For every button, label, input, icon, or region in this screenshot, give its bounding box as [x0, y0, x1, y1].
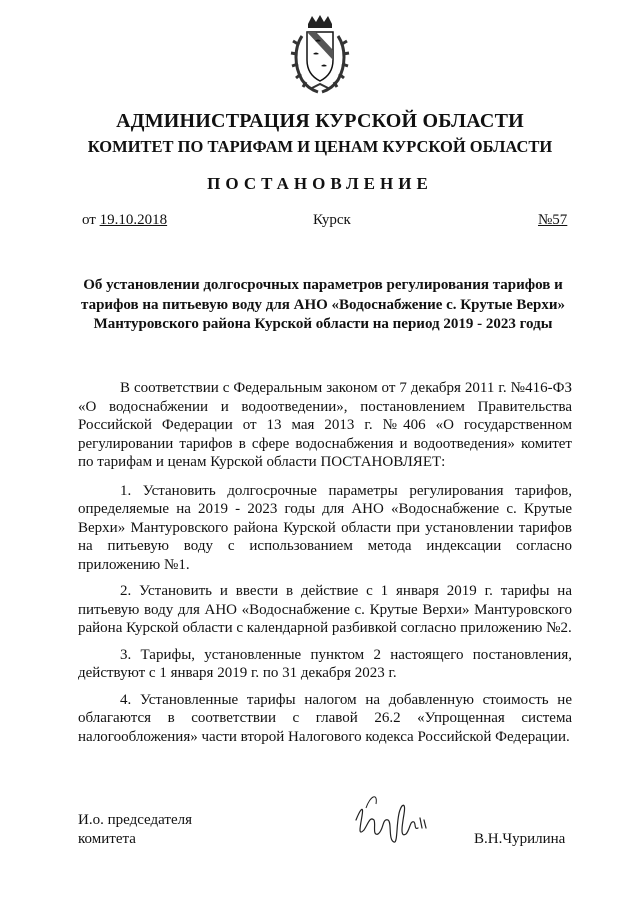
date-prefix: от [82, 212, 96, 228]
signature-image [352, 790, 430, 852]
position-line-2: комитета [78, 831, 136, 847]
administration-heading: АДМИНИСТРАЦИЯ КУРСКОЙ ОБЛАСТИ [116, 110, 524, 132]
document-type-title: ПОСТАНОВЛЕНИЕ [207, 174, 433, 193]
date-value: 19.10.2018 [99, 212, 168, 228]
document-city: Курск [313, 212, 351, 228]
list-item: 3. Тарифы, установленные пунктом 2 настоящего постановления, действуют с 1 января 2019 г. по 31 декабря 2023 г. [78, 646, 572, 681]
list-item: 4. Установленные тарифы налогом на добавленную стоимость не облагаются в соответствии с главой 26.2 «Упрощенная система налогообложения» части второй Налогового кодекса Российской Федерации. [78, 691, 572, 745]
document-date [82, 212, 167, 229]
committee-heading: КОМИТЕТ ПО ТАРИФАМ И ЦЕНАМ КУРСКОЙ ОБЛАСТИ [87, 137, 553, 156]
intro-paragraph: В соответствии с Федеральным законом от 7 декабря 2011 г. №416-ФЗ «О водоснабжении и водоотведении», постановлением Правительства Российской Федерации от 13 мая 2013 г. №406 «О государственном регулировании тарифов в сфере водоснабжения и водоотведения» комитет по тарифам и ценам Курской области ПОСТАНОВЛЯЕТ: [78, 380, 572, 470]
coat-of-arms-icon [288, 14, 352, 94]
document-subject: Об установлении долгосрочных параметров регулирования тарифов и тарифов на питьевую воду для АНО «Водоснабжение с. Крутые Верхи» Мантуровского района Курской области на период 2019 - 2023 годы [81, 277, 565, 332]
signatory-position [78, 811, 192, 849]
list-item: 1. Установить долгосрочные параметры регулирования тарифов, определяемые на 2019 - 2023 годы для АНО «Водоснабжение с. Крутые Верхи» Мантуровского района Курской области при установлении тарифов на питьевую воду с использованием метода индексации согласно приложению №1. [78, 482, 572, 573]
document-body [78, 379, 572, 754]
signatory-name: В.Н.Чурилина [474, 831, 566, 847]
list-item: 2. Установить и ввести в действие с 1 января 2019 г. тарифы на питьевую воду для АНО «Водоснабжение с. Крутые Верхи» Мантуровского района Курской области с календарной разбивкой согласно приложению №2. [78, 583, 572, 636]
position-line-1: И.о. председателя [78, 812, 193, 828]
document-number: №57 [538, 212, 568, 228]
